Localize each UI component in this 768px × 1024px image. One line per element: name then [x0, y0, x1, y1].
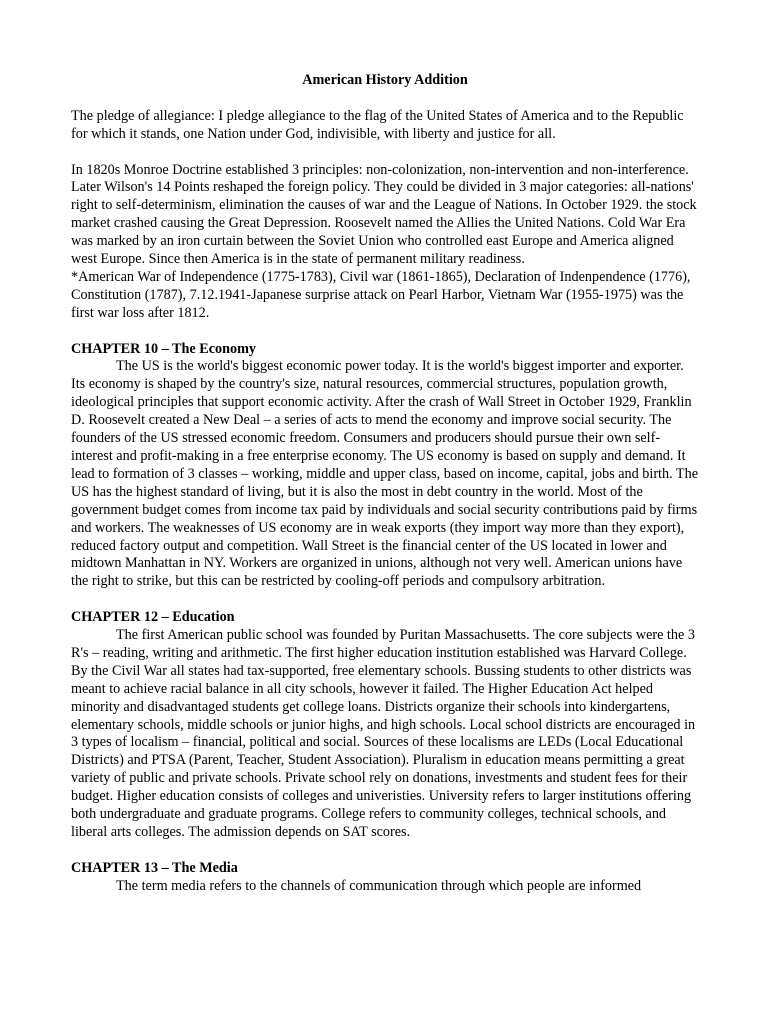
chapter-body: The first American public school was founded by Puritan Massachusetts. The core subjects were the 3 R's – reading, writing and arithmetic. The first higher education institution established was Harvard College. By the Civil War all states had tax-supported, free elementary schools. Bussing students to other districts was meant to achieve racial balance in all city schools, however it failed. The Higher Education Act helped minority and disadvantaged students get college loans. Districts organize their schools into kindergartens, elementary schools, middle schools or junior highs, and high schools. Local school districts are encouraged in 3 types of localism – financial, political and social. Sources of these localisms are LEDs (Local Educational Districts) and PTSA (Parent, Teacher, Student Association). Pluralism in education means permitting a great variety of public and private schools. Private school rely on donations, investments and student fees for their budget. Higher education consists of colleges and univeristies. University refers to larger institutions offering both undergraduate and graduate programs. College refers to community colleges, technical schools, and liberal arts colleges. The admission depends on SAT scores.	[71, 627, 696, 840]
wars-paragraph: *American War of Independence (1775-1783), Civil war (1861-1865), Declaration of Indenpendence (1776), Constitution (1787), 7.12.1941-Japanese surprise attack on Pearl Harbor, Vietnam War (1955-1975) was the first war loss after 1812.	[71, 268, 691, 321]
pledge-paragraph: The pledge of allegiance: I pledge allegiance to the flag of the United States of America and to the Republic for which it stands, one Nation under God, indivisible, with liberty and justice for all.	[71, 107, 684, 142]
chapter-heading: CHAPTER 13 – The Media	[71, 859, 238, 876]
chapter-heading: CHAPTER 10 – The Economy	[71, 340, 256, 357]
chapter-economy	[71, 341, 699, 592]
document-page	[71, 72, 699, 896]
document-title: American History Addition	[302, 72, 468, 88]
intro-paragraph: In 1820s Monroe Doctrine established 3 principles: non-colonization, non-intervention and non-interference. Later Wilson's 14 Points reshaped the foreign policy. They could be divided in 3 major categories: all-nations' right to self-determinism, elimination the causes of war and the League of Nations. In October 1929. the stock market crashed causing the Great Depression. Roosevelt named the Allies the United Nations. Cold War Era was marked by an iron curtain between the Soviet Union who controlled east Europe and America aligned west Europe. Since then America is in the state of permanent military readiness.	[71, 161, 697, 268]
chapter-heading: CHAPTER 12 – Education	[71, 609, 235, 626]
chapter-body: The US is the world's biggest economic power today. It is the world's biggest importer and exporter. Its economy is shaped by the country's size, natural resources, commercial structures, population growth, ideological principles that support economic activity. After the crash of Wall Street in October 1929, Franklin D. Roosevelt created a New Deal – a series of acts to mend the economy and improve social security. The founders of the US stressed economic freedom. Consumers and producers should pursue their own self-interest and profit-making in a free enterprise economy. The US economy is based on supply and demand. It lead to formation of 3 classes – working, middle and upper class, based on income, capital, jobs and birth. The US has the highest standard of living, but it is also the most in debt country in the world. Most of the government budget comes from income tax paid by individuals and social security contributions paid by firms and workers. The weaknesses of US economy are in weak exports (they import way more than they export), reduced factory output and competition. Wall Street is the financial center of the US located in lower and midtown Manhattan in NY. Workers are organized in unions, although not very well. American unions have the right to strike, but this can be restricted by cooling-off periods and compulsory arbitration.	[71, 358, 698, 590]
chapter-education	[71, 609, 699, 842]
chapter-body: The term media refers to the channels of communication through which people are informed	[116, 877, 642, 894]
chapter-media	[71, 860, 699, 896]
